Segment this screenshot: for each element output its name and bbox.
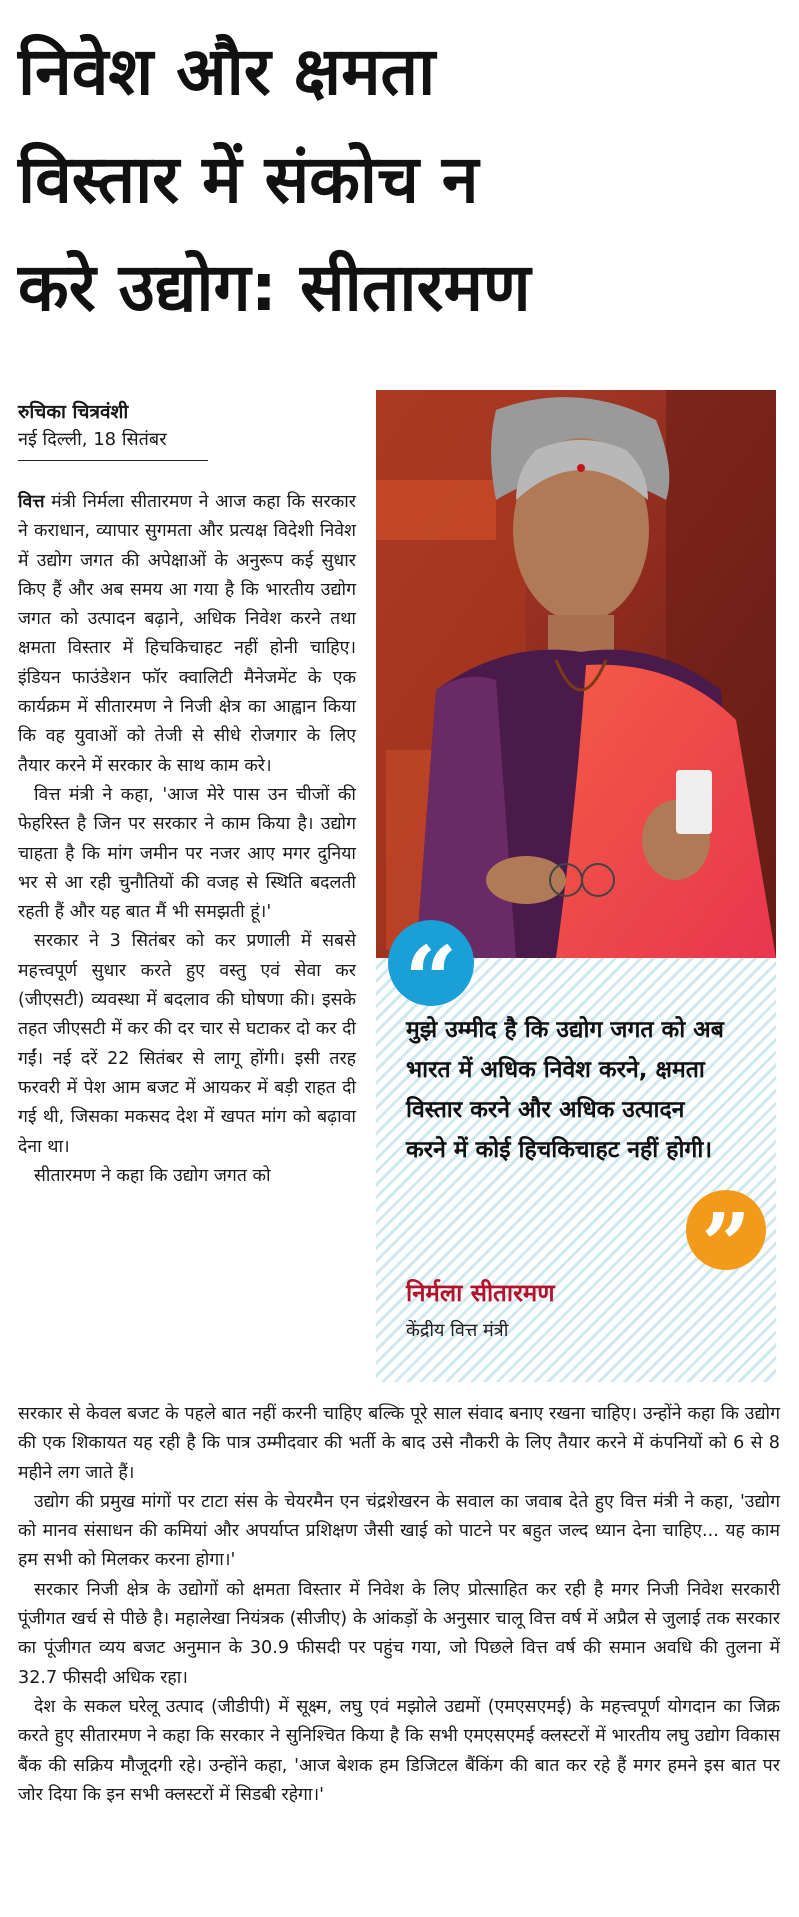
- pull-quote-name: निर्मला सीतारमण: [406, 1279, 555, 1307]
- photo-illustration: [376, 390, 776, 958]
- article-column: [18, 488, 356, 1191]
- author-name: रुचिका चित्रवंशी: [18, 401, 129, 423]
- pull-quote-role: केंद्रीय वित्त मंत्री: [406, 1320, 509, 1341]
- paragraph-4-start: सीतारमण ने कहा कि उद्योग जगत को: [34, 1165, 271, 1186]
- open-quote-icon: “: [388, 920, 474, 1006]
- paragraph-4-continued: सरकार से केवल बजट के पहले बात नहीं करनी चाहिए बल्कि पूरे साल संवाद बनाए रखना चाहिए। उन्होंने कहा कि उद्योग की एक शिकायत यह रही है कि पात्र उम्मीदवार की भर्ती के बाद उसे नौकरी के लिए तैयार करने में कंपनियों को 6 से 8 महीने लग जाते हैं।: [18, 1404, 780, 1483]
- headline-line-2: विस्तार में संकोच न: [18, 141, 479, 218]
- headline: [18, 18, 788, 342]
- headline-line-1: निवेश और क्षमता: [18, 33, 436, 110]
- paragraph-1-text: मंत्री निर्मला सीतारमण ने आज कहा कि सरकार ने कराधान, व्यापार सुगमता और प्रत्यक्ष विदेशी निवेश में उद्योग जगत की अपेक्षाओं के अनुरूप कई सुधार किए हैं और अब समय आ गया है कि भारतीय उद्योग जगत को उत्पादन बढ़ाने, अधिक निवेश करने तथा क्षमता विस्तार में हिचकिचाहट नहीं होनी चाहिए। इंडियन फाउंडेशन फॉर क्वालिटी मैनेजमेंट के एक कार्यक्रम में सीतारमण ने निजी क्षेत्र का आह्वान किया कि वह युवाओं को तेजी से सीधे रोजगार के लिए तैयार करने में सरकार के साथ काम करे।: [18, 492, 356, 776]
- minister-photo: [376, 390, 776, 958]
- article-full-width: [18, 1400, 780, 1810]
- lead-word: वित्त: [18, 492, 45, 512]
- paragraph-3: सरकार ने 3 सितंबर को कर प्रणाली में सबसे महत्त्वपूर्ण सुधार करते हुए वस्तु एवं सेवा कर (जीएसटी) व्यवस्था में बदलाव की घोषणा की। इसके तहत जीएसटी में कर की दर चार से घटाकर दो कर दी गईं। नई दरें 22 सितंबर से लागू होंगी। इसी तरह फरवरी में पेश आम बजट में आयकर में बड़ी राहत दी गई थी, जिसका मकसद देश में खपत मांग को बढ़ावा देना था।: [18, 931, 356, 1157]
- dateline: नई दिल्ली, 18 सितंबर: [18, 426, 208, 461]
- pull-quote-text: मुझे उम्मीद है कि उद्योग जगत को अब भारत में अधिक निवेश करने, क्षमता विस्तार करने और अधिक उत्पादन करने में कोई हिचकिचाहट नहीं होगी।: [406, 1017, 724, 1163]
- close-quote-icon: ”: [686, 1190, 766, 1270]
- paragraph-2: वित्त मंत्री ने कहा, 'आज मेरे पास उन चीजों की फेहरिस्त है जिन पर सरकार ने काम किया है। उद्योग चाहता है कि मांग जमीन पर नजर आए मगर दुनिया भर से आ रही चुनौतियों की वजह से स्थिति बदलती रहती हैं और यह बात मैं भी समझती हूं।': [18, 784, 356, 923]
- paragraph-6: सरकार निजी क्षेत्र के उद्योगों को क्षमता विस्तार में निवेश के लिए प्रोत्साहित कर रही है मगर निजी निवेश सरकारी पूंजीगत खर्च से पीछे है। महालेखा नियंत्रक (सीजीए) के आंकड़ों के अनुसार चालू वित्त वर्ष में अप्रैल से जुलाई तक सरकार का पूंजीगत व्यय बजट अनुमान के 30.9 फीसदी पर पहुंच गया, जो पिछले वित्त वर्ष की समान अवधि की तुलना में 32.7 फीसदी अधिक रहा।: [18, 1579, 780, 1688]
- paragraph-5: उद्योग की प्रमुख मांगों पर टाटा संस के चेयरमैन एन चंद्रशेखरन के सवाल का जवाब देते हुए वित्त मंत्री ने कहा, 'उद्योग को मानव संसाधन की कमियां और अपर्याप्त प्रशिक्षण जैसी खाई को पाटने पर बहुत जल्द ध्यान देना चाहिए... यह काम हम सभी को मिलकर करना होगा।': [18, 1491, 780, 1571]
- byline: [18, 398, 208, 461]
- paragraph-1: [18, 488, 356, 781]
- paragraph-7: देश के सकल घरेलू उत्पाद (जीडीपी) में सूक्ष्म, लघु एवं मझोले उद्यमों (एमएसएमई) के महत्त्वपूर्ण योगदान का जिक्र करते हुए सीतारमण ने कहा कि सरकार ने सुनिश्चित किया है कि सभी एमएसएमई क्लस्टरों में भारतीय लघु उद्योग विकास बैंक की सक्रिय मौजूदगी रहे। उन्होंने कहा, 'आज बेशक हम डिजिटल बैंकिंग की बात कर रहे हैं मगर हमने इस बात पर जोर दिया कि इन सभी क्लस्टरों में सिडबी रहेगा।': [18, 1696, 780, 1805]
- headline-line-3: करे उद्योग: सीतारमण: [18, 249, 531, 326]
